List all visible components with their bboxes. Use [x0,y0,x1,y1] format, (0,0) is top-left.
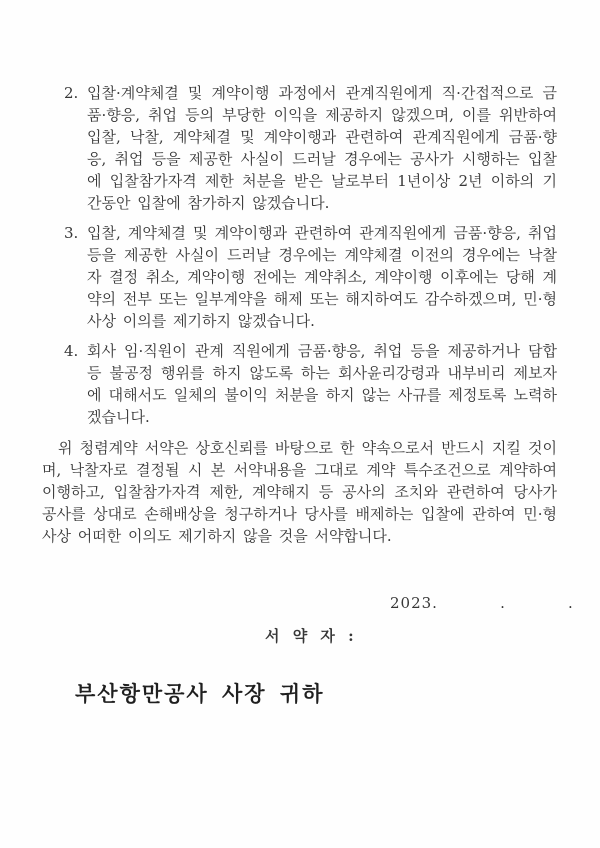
addressee-line: 부산항만공사 사장 귀하 [75,681,325,706]
pledge-item-3 [42,222,557,332]
pledge-item-4-number: 4. [64,342,79,360]
pledge-item-4 [42,340,557,428]
date-line: 2023. . . [390,594,574,612]
pledge-item-4-text: 회사 임·직원이 관계 직원에게 금품·향응, 취업 등을 제공하거나 담합 등 불공정 행위를 하지 않도록 하는 회사윤리강령과 내부비리 제보자에 대해서도 일체의 불이익 처분을 하지 않는 사규를 제정토록 노력하겠습니다. [87,342,557,426]
pledge-item-2 [42,82,557,214]
pledge-item-2-number: 2. [64,84,79,102]
document-content [42,82,574,706]
pledge-item-2-text: 입찰·계약체결 및 계약이행 과정에서 관계직원에게 직·간접적으로 금품·향응, 취업 등의 부당한 이익을 제공하지 않겠으며, 이를 위반하여 입찰, 낙찰, 계약체결 및 계약이행과 관련하여 관계직원에게 금품·향응, 취업 등을 제공한 사실이 드러날 경우에는 공사가 시행하는 입찰에 입찰참가자격 제한 처분을 받은 날로부터 1년이상 2년 이하의 기간동안 입찰에 참가하지 않겠습니다. [87,84,557,212]
closing-paragraph: 위 청렴계약 서약은 상호신뢰를 바탕으로 한 약속으로서 반드시 지킬 것이며, 낙찰자로 결정될 시 본 서약내용을 그대로 계약 특수조건으로 계약하여 이행하고, 입찰참가자격 제한, 계약해지 등 공사의 조치와 관련하여 당사가 공사를 상대로 손해배상을 청구하거나 당사를 배제하는 입찰에 관하여 민·형사상 어떠한 이의도 제기하지 않을 것을 서약합니다. [42,439,557,545]
pledge-item-3-text: 입찰, 계약체결 및 계약이행과 관련하여 관계직원에게 금품·향응, 취업 등을 제공한 사실이 드러날 경우에는 계약체결 이전의 경우에는 낙찰자 결정 취소, 계약이행 전에는 계약취소, 계약이행 이후에는 당해 계약의 전부 또는 일부계약을 해제 또는 해지하여도 감수하겠으며, 민·형사상 이의를 제기하지 않겠습니다. [87,224,557,330]
signer-label: 서 약 자 : [265,627,357,645]
pledge-item-3-number: 3. [64,224,79,242]
